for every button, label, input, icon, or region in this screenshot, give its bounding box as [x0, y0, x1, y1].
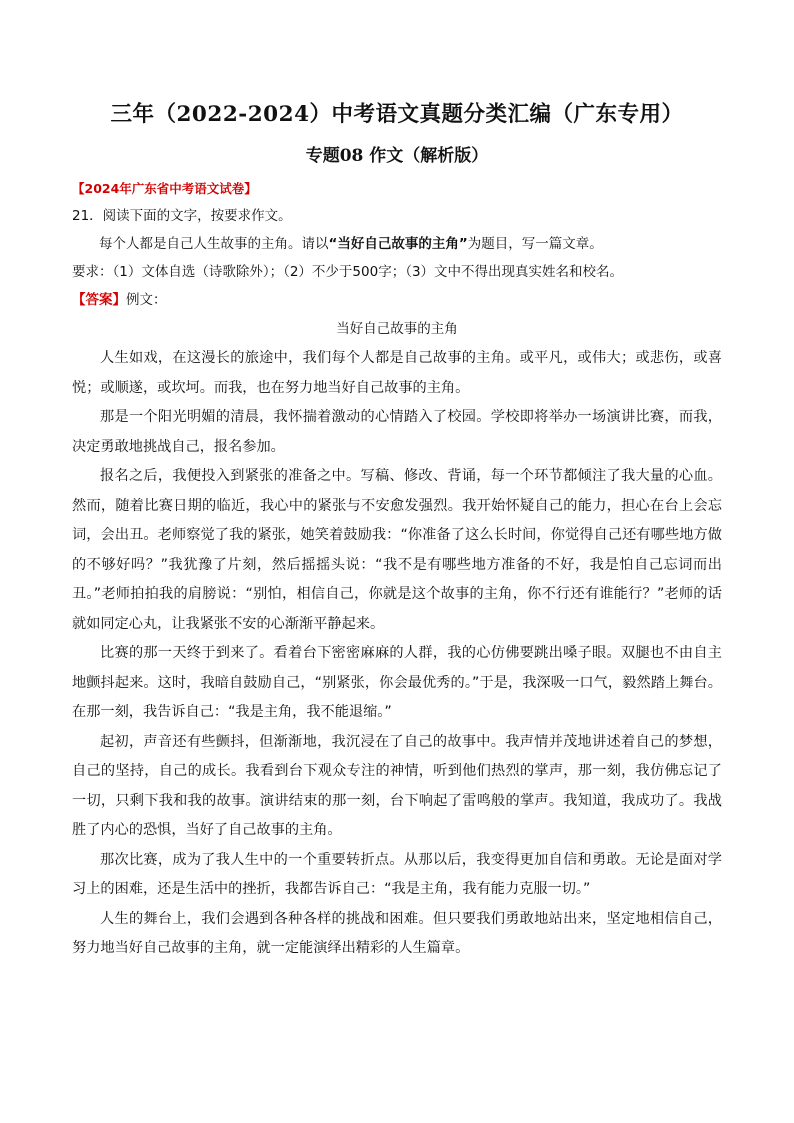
essay-paragraph: 报名之后，我便投入到紧张的准备之中。写稿、修改、背诵，每一个环节都倾注了我大量的心血。然而，随着比赛日期的临近，我心中的紧张与不安愈发强烈。我开始怀疑自己的能力，担心在台上会忘词，会出丑。老师察觉了我的紧张，她笑着鼓励我：“你准备了这么长时间，你觉得自己还有哪些地方做的不够好吗？”我犹豫了片刻，然后摇摇头说：“我不是有哪些地方准备的不好，我是怕自己忘词而出丑。”老师拍拍我的肩膀说：“别怕，相信自己，你就是这个故事的主角，你不行还有谁能行？”老师的话就如同定心丸，让我紧张不安的心渐渐平静起来。: [72, 468, 722, 632]
answer-tag: 【答案】: [72, 292, 126, 308]
essay-body: [72, 344, 722, 964]
question-number-line: 21．阅读下面的文字，按要求作文。: [72, 208, 292, 224]
prompt-text-before: 每个人都是自己人生故事的主角。请以: [99, 236, 329, 252]
essay-paragraph: 那次比赛，成为了我人生中的一个重要转折点。从那以后，我变得更加自信和勇敢。无论是面对学习上的困难，还是生活中的挫折，我都告诉自己：“我是主角，我有能力克服一切。”: [72, 851, 722, 897]
essay-paragraph: 那是一个阳光明媚的清晨，我怀揣着激动的心情踏入了校园。学校即将举办一场演讲比赛，而我，决定勇敢地挑战自己，报名参加。: [72, 409, 722, 455]
essay-paragraph: 人生如戏，在这漫长的旅途中，我们每个人都是自己故事的主角。或平凡，或伟大；或悲伤，或喜悦；或顺遂，或坎坷。而我，也在努力地当好自己故事的主角。: [72, 350, 722, 396]
question-prompt: [72, 230, 722, 258]
answer-label: 例文：: [126, 292, 167, 308]
document-page: [72, 95, 722, 964]
page-subtitle: 专题08 作文（解析版）: [305, 146, 489, 166]
prompt-essay-topic: “当好自己故事的主角”: [328, 236, 468, 252]
essay-paragraph: 人生的舞台上，我们会遇到各种各样的挑战和困难。但只要我们勇敢地站出来，坚定地相信自己，努力地当好自己故事的主角，就一定能演绎出精彩的人生篇章。: [72, 910, 722, 956]
essay-paragraph: 比赛的那一天终于到来了。看着台下密密麻麻的人群，我的心仿佛要跳出嗓子眼。双腿也不由自主地颤抖起来。这时，我暗自鼓励自己，“别紧张，你会最优秀的。”于是，我深吸一口气，毅然踏上舞台。在那一刻，我告诉自己：“我是主角，我不能退缩。”: [72, 645, 722, 720]
prompt-text-after: 为题目，写一篇文章。: [467, 236, 603, 252]
page-title: 三年（2022-2024）中考语文真题分类汇编（广东专用）: [110, 102, 684, 127]
question-requirements: 要求：（1）文体自选（诗歌除外）；（2）不少于500字；（3）文中不得出现真实姓名和校名。: [72, 264, 624, 280]
answer-heading: [72, 286, 722, 314]
exam-source-label: 【2024年广东省中考语文试卷】: [72, 181, 257, 196]
essay-paragraph: 起初，声音还有些颤抖，但渐渐地，我沉浸在了自己的故事中。我声情并茂地讲述着自己的梦想，自己的坚持，自己的成长。我看到台下观众专注的神情，听到他们热烈的掌声，那一刻，我仿佛忘记了一切，只剩下我和我的故事。演讲结束的那一刻，台下响起了雷鸣般的掌声。我知道，我成功了。我战胜了内心的恐惧，当好了自己故事的主角。: [72, 733, 722, 838]
essay-title: 当好自己故事的主角: [336, 321, 458, 337]
